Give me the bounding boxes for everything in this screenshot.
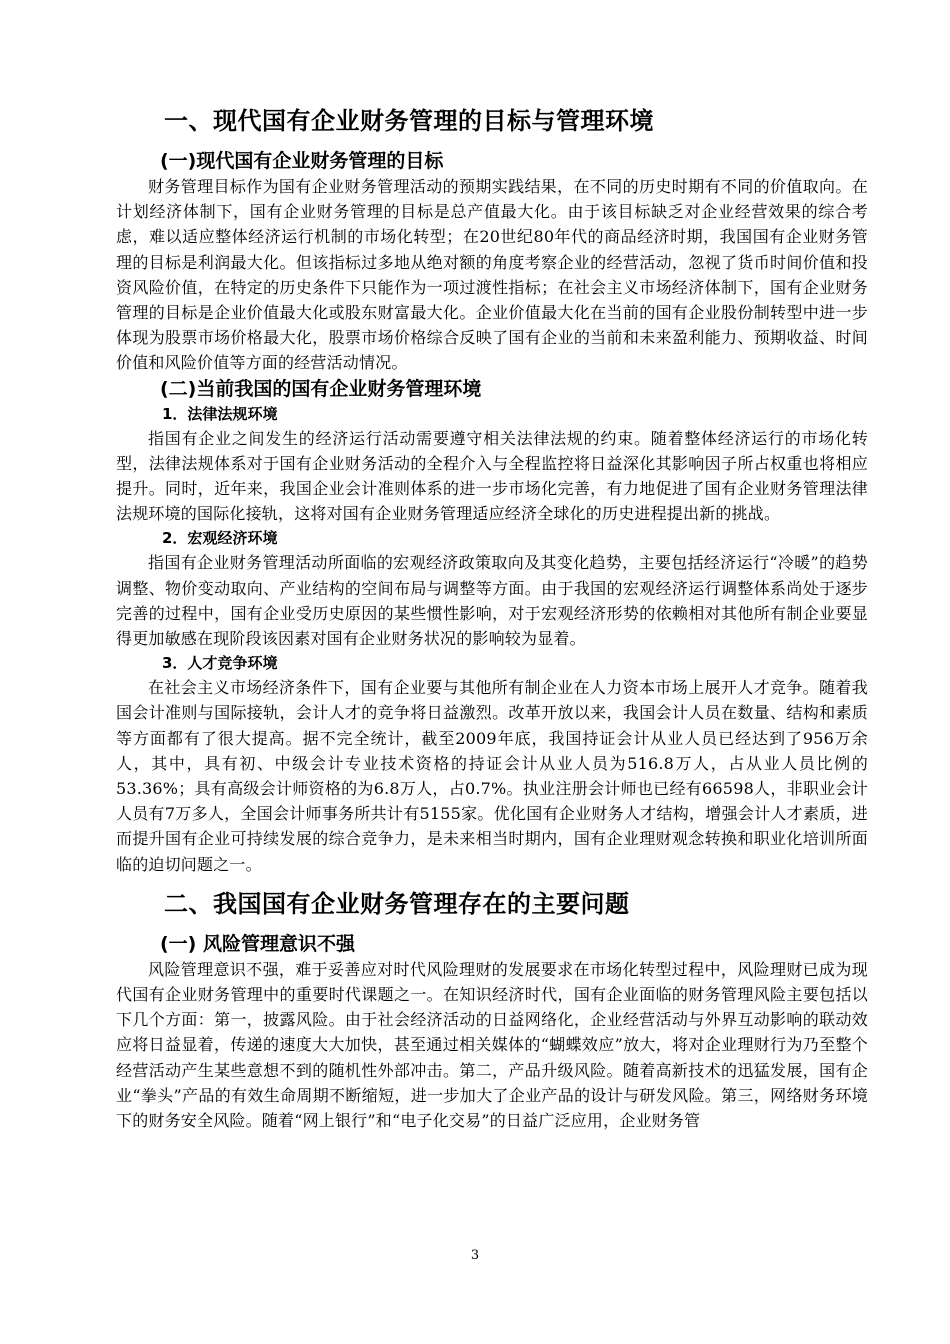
section-1-title: 一、现代国有企业财务管理的目标与管理环境 bbox=[164, 107, 654, 135]
page-content bbox=[116, 104, 868, 1133]
section-2-title: 二、我国国有企业财务管理存在的主要问题 bbox=[164, 889, 630, 918]
legal-environment-paragraph: 指国有企业之间发生的经济运行活动需要遵守相关法律法规的约束。随着整体经济运行的市场化转型，法律法规体系对于国有企业财务活动的全程介入与全程监控将日益深化其影响因子所占权重也将相应提升。同时，近年来，我国企业会计准则体系的进一步市场化完善，有力地促进了国有企业财务管理法律法规环境的国际化接轨，这将对国有企业财务管理适应经济全球化的历史进程提出新的挑战。 bbox=[116, 428, 868, 524]
page-number: 3 bbox=[470, 1248, 480, 1263]
legal-environment-heading: 1．法律法规环境 bbox=[162, 404, 278, 423]
section-2-1-title: (一) 风险管理意识不强 bbox=[160, 932, 355, 955]
section-2-1-paragraph: 风险管理意识不强，难于妥善应对时代风险理财的发展要求在市场化转型过程中，风险理财已成为现代国有企业财务管理中的重要时代课题之一。在知识经济时代，国有企业面临的财务管理风险主要包括以下几个方面：第一，披露风险。由于社会经济活动的日益网络化，企业经营活动与外界互动影响的联动效应将日益显着，传递的速度大大加快，甚至通过相关媒体的“蝴蝶效应”放大，将对企业理财行为乃至整个经营活动产生某些意想不到的随机性外部冲击。第二，产品升级风险。随着高新技术的迅猛发展，国有企业“拳头”产品的有效生命周期不断缩短，进一步加大了企业产品的设计与研发风险。第三，网络财务环境下的财务安全风险。随着“网上银行”和“电子化交易”的日益广泛应用，企业财务管 bbox=[116, 959, 868, 1131]
macro-economic-environment-paragraph: 指国有企业财务管理活动所面临的宏观经济政策取向及其变化趋势，主要包括经济运行“冷暖”的趋势调整、物价变动取向、产业结构的空间布局与调整等方面。由于我国的宏观经济运行调整体系尚处于逐步完善的过程中，国有企业受历史原因的某些惯性影响，对于宏观经济形势的依赖相对其他所有制企业要显得更加敏感在现阶段该因素对国有企业财务状况的影响较为显着。 bbox=[116, 553, 868, 649]
section-1-2-title: (二)当前我国的国有企业财务管理环境 bbox=[160, 377, 482, 400]
talent-competition-environment-paragraph: 在社会主义市场经济条件下，国有企业要与其他所有制企业在人力资本市场上展开人才竞争。随着我国会计准则与国际接轨，会计人才的竞争将日益激烈。改革开放以来，我国会计人员在数量、结构和素质等方面都有了很大提高。据不完全统计，截至2009年底，我国持证会计从业人员已经达到了956万余人，其中，具有初、中级会计专业技术资格的持证会计从业人员为516.8万人，占从业人员比例的53.36%；具有高级会计师资格的为6.8万人，占0.7%。执业注册会计师也已经有66598人，非职业会计人员有7万多人，全国会计师事务所共计有5155家。优化国有企业财务人才结构，增强会计人才素质，进而提升国有企业可持续发展的综合竞争力，是未来相当时期内，国有企业理财观念转换和职业化培训所面临的迫切问题之一。 bbox=[116, 678, 868, 874]
talent-competition-environment-heading: 3．人才竞争环境 bbox=[162, 654, 278, 673]
section-1-1-title: (一)现代国有企业财务管理的目标 bbox=[160, 150, 444, 172]
macro-economic-environment-heading: 2．宏观经济环境 bbox=[162, 529, 278, 548]
section-1-1-paragraph: 财务管理目标作为国有企业财务管理活动的预期实践结果，在不同的历史时期有不同的价值取向。在计划经济体制下，国有企业财务管理的目标是总产值最大化。由于该目标缺乏对企业经营效果的综合考虑，难以适应整体经济运行机制的市场化转型；在20世纪80年代的商品经济时期，我国国有企业财务管理的目标是利润最大化。但该指标过多地从绝对额的角度考察企业的经营活动，忽视了货币时间价值和投资风险价值，在特定的历史条件下只能作为一项过渡性指标；在社会主义市场经济体制下，国有企业财务管理的目标是企业价值最大化或股东财富最大化。企业价值最大化在当前的国有企业股份制转型中进一步体现为股票市场价格最大化，股票市场价格综合反映了国有企业的当前和未来盈利能力、预期收益、时间价值和风险价值等方面的经营活动情况。 bbox=[116, 177, 868, 373]
